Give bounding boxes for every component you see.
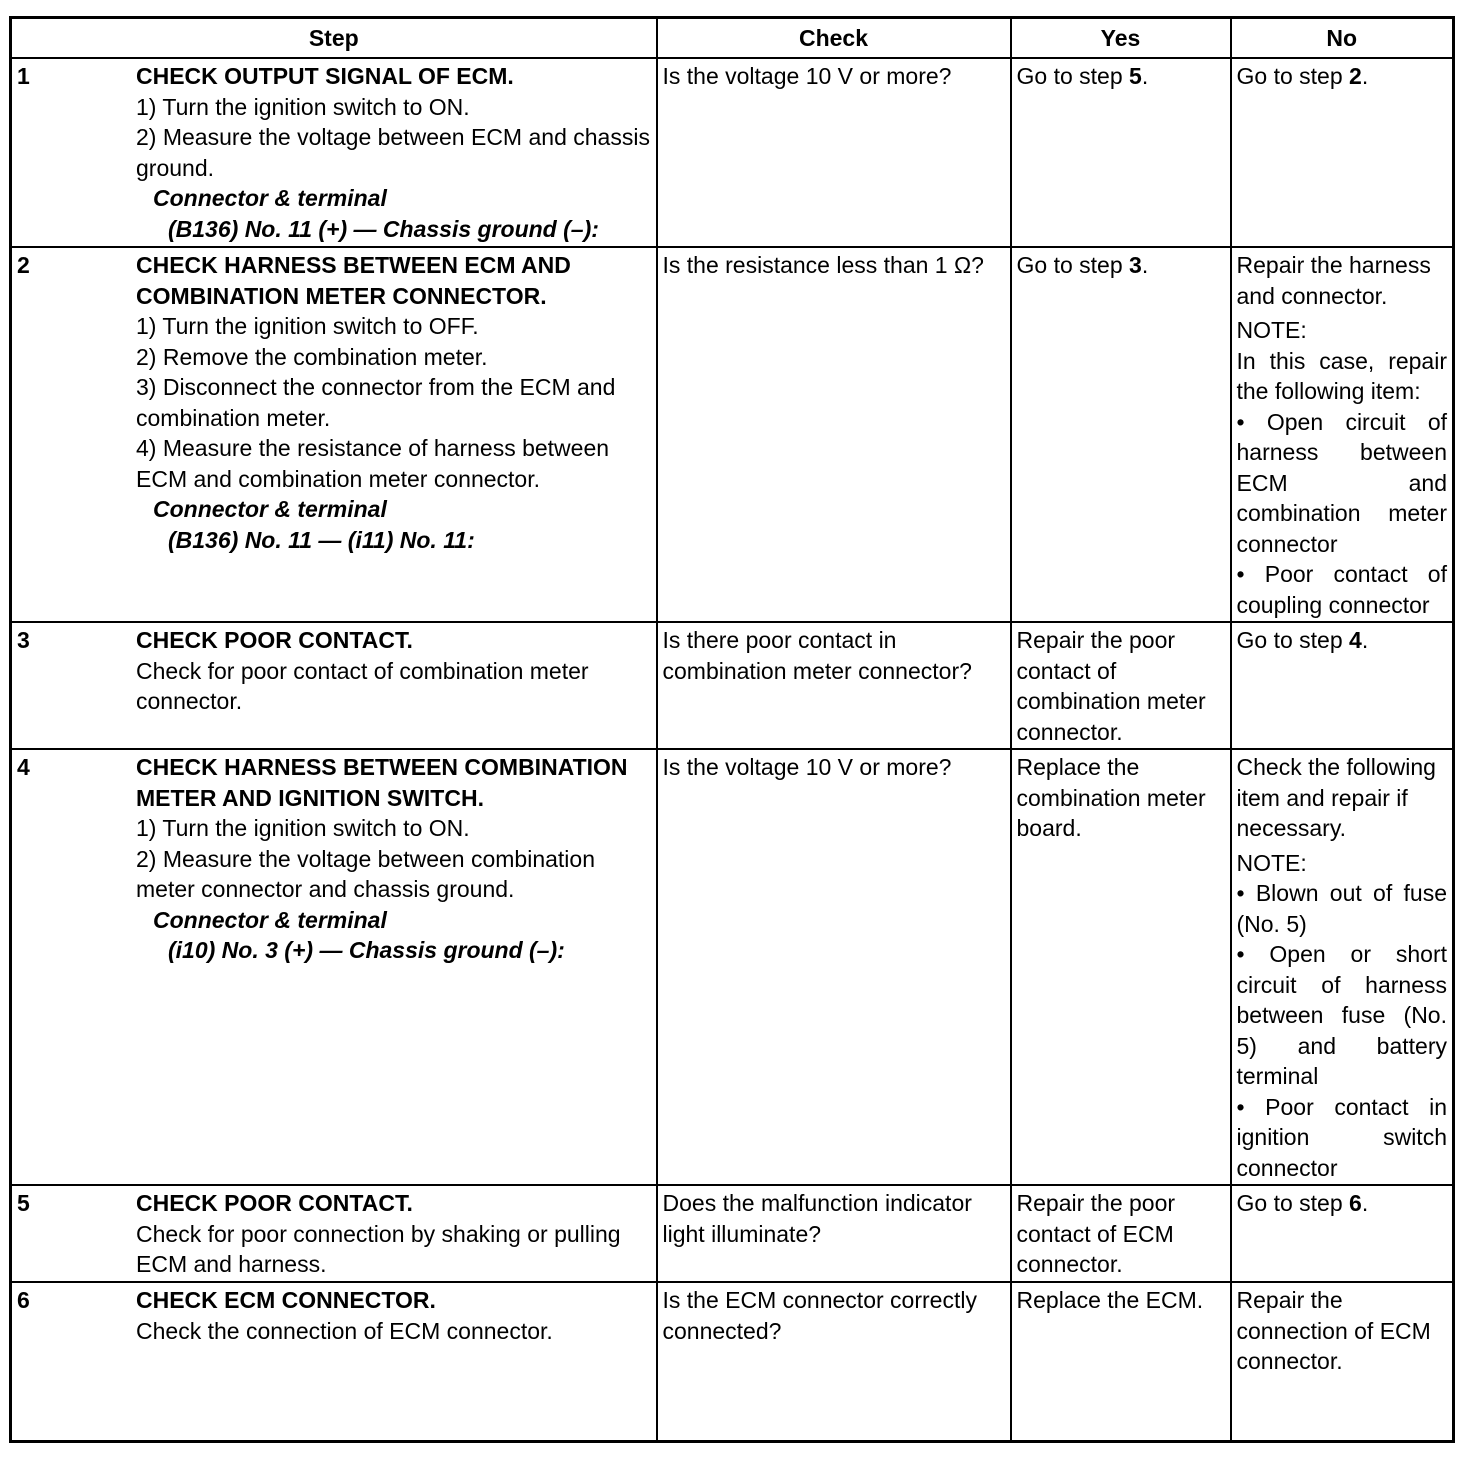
yes-cell: Replace the combination meter board.: [1011, 749, 1231, 1185]
table-row: [11, 622, 1454, 749]
check-cell: Is there poor contact in combination meter connector?: [657, 622, 1011, 749]
step-line: 1) Turn the ignition switch to ON.: [136, 93, 470, 120]
step-title: CHECK OUTPUT SIGNAL OF ECM.: [136, 63, 514, 89]
connector-terminal-value: (i10) No. 3 (+) — Chassis ground (–):: [168, 937, 565, 963]
header-check: Check: [657, 18, 1011, 59]
check-cell: Is the resistance less than 1 Ω?: [657, 247, 1011, 622]
table-row: [11, 247, 1454, 622]
note-bullet: • Blown out of fuse (No. 5): [1236, 880, 1447, 937]
header-yes: Yes: [1011, 18, 1231, 59]
no-cell: [1231, 58, 1454, 247]
step-title: CHECK ECM CONNECTOR.: [136, 1287, 436, 1313]
step-line: 4) Measure the resistance of harness between ECM and combination meter connector.: [136, 435, 610, 492]
yes-cell: Repair the poor contact of ECM connector.: [1011, 1185, 1231, 1282]
yes-cell: [1011, 247, 1231, 622]
step-title: CHECK POOR CONTACT.: [136, 1190, 413, 1216]
check-cell: Is the voltage 10 V or more?: [657, 58, 1011, 247]
note-bullet: • Poor contact in ignition switch connector: [1236, 1093, 1447, 1181]
yes-cell: Repair the poor contact of combination meter connector.: [1011, 622, 1231, 749]
connector-terminal-value: (B136) No. 11 — (i11) No. 11:: [168, 526, 475, 553]
step-cell: [11, 749, 657, 1185]
no-prefix: Go to step: [1236, 627, 1350, 653]
step-cell: [11, 58, 657, 247]
no-main-text: Repair the harness and connector.: [1236, 252, 1431, 309]
note-bullet: • Open circuit of harness between ECM and combination meter connector: [1236, 408, 1447, 557]
step-number: 1: [17, 63, 30, 89]
header-row: [11, 18, 1454, 59]
step-cell: [11, 1282, 657, 1441]
no-cell: Repair the connection of ECM connector.: [1231, 1282, 1454, 1441]
step-number: 2: [17, 252, 30, 278]
yes-suffix: .: [1141, 252, 1149, 278]
no-cell: [1231, 247, 1454, 622]
note-label: NOTE:: [1236, 849, 1307, 876]
no-prefix: Go to step: [1236, 1190, 1350, 1216]
yes-step: 3: [1129, 252, 1142, 278]
yes-cell: Replace the ECM.: [1011, 1282, 1231, 1441]
step-body: Check for poor connection by shaking or pulling ECM and harness.: [136, 1220, 621, 1277]
no-step: 6: [1349, 1190, 1362, 1216]
yes-prefix: Go to step: [1016, 63, 1130, 89]
note-label: NOTE:: [1236, 317, 1307, 343]
no-suffix: .: [1361, 63, 1369, 89]
step-title: CHECK POOR CONTACT.: [136, 627, 413, 653]
header-step: Step: [11, 18, 657, 59]
note-intro: In this case, repair the following item:: [1236, 347, 1447, 404]
step-number: 3: [17, 627, 30, 653]
no-step: 2: [1349, 63, 1362, 89]
step-number: 6: [17, 1287, 30, 1313]
connector-terminal-label: Connector & terminal: [153, 496, 387, 522]
step-cell: [11, 1185, 657, 1282]
step-number: 5: [17, 1190, 30, 1216]
header-no: No: [1231, 18, 1454, 59]
no-prefix: Go to step: [1236, 63, 1350, 89]
yes-step: 5: [1129, 63, 1142, 89]
note-bullet: • Open or short circuit of harness between fuse (No. 5) and battery terminal: [1236, 941, 1447, 1089]
step-title: CHECK HARNESS BETWEEN ECM AND COMBINATION METER CONNECTOR.: [136, 252, 571, 309]
no-cell: [1231, 622, 1454, 749]
yes-cell: [1011, 58, 1231, 247]
table-row: [11, 1185, 1454, 1282]
step-line: 2) Remove the combination meter.: [136, 343, 488, 370]
connector-terminal-label: Connector & terminal: [153, 906, 387, 933]
check-cell: Is the voltage 10 V or more?: [657, 749, 1011, 1185]
yes-prefix: Go to step: [1016, 252, 1130, 278]
step-body: Check the connection of ECM connector.: [136, 1317, 553, 1344]
connector-terminal-value: (B136) No. 11 (+) — Chassis ground (–):: [168, 215, 599, 242]
no-suffix: .: [1361, 1190, 1369, 1216]
table-row: [11, 749, 1454, 1185]
no-cell: [1231, 749, 1454, 1185]
check-cell: Does the malfunction indicator light illuminate?: [657, 1185, 1011, 1282]
step-cell: [11, 247, 657, 622]
step-line: 3) Disconnect the connector from the ECM and combination meter.: [136, 374, 616, 431]
check-cell: Is the ECM connector correctly connected?: [657, 1282, 1011, 1441]
step-cell: [11, 622, 657, 749]
note-bullet: • Poor contact of coupling connector: [1236, 561, 1447, 618]
step-line: 1) Turn the ignition switch to ON.: [136, 815, 470, 841]
no-main-text: Check the following item and repair if necessary.: [1236, 754, 1436, 841]
no-suffix: .: [1361, 627, 1369, 653]
step-number: 4: [17, 754, 30, 780]
step-line: 2) Measure the voltage between ECM and chassis ground.: [136, 124, 650, 181]
diagnostic-table: [9, 16, 1455, 1443]
no-step: 4: [1349, 627, 1362, 653]
no-cell: [1231, 1185, 1454, 1282]
yes-suffix: .: [1141, 63, 1149, 89]
step-body: Check for poor contact of combination meter connector.: [136, 657, 589, 714]
connector-terminal-label: Connector & terminal: [153, 185, 387, 211]
step-line: 1) Turn the ignition switch to OFF.: [136, 313, 479, 339]
table-row: [11, 58, 1454, 247]
step-line: 2) Measure the voltage between combination meter connector and chassis ground.: [136, 845, 596, 902]
table-row: [11, 1282, 1454, 1441]
step-title: CHECK HARNESS BETWEEN COMBINATION METER AND IGNITION SWITCH.: [136, 754, 628, 811]
